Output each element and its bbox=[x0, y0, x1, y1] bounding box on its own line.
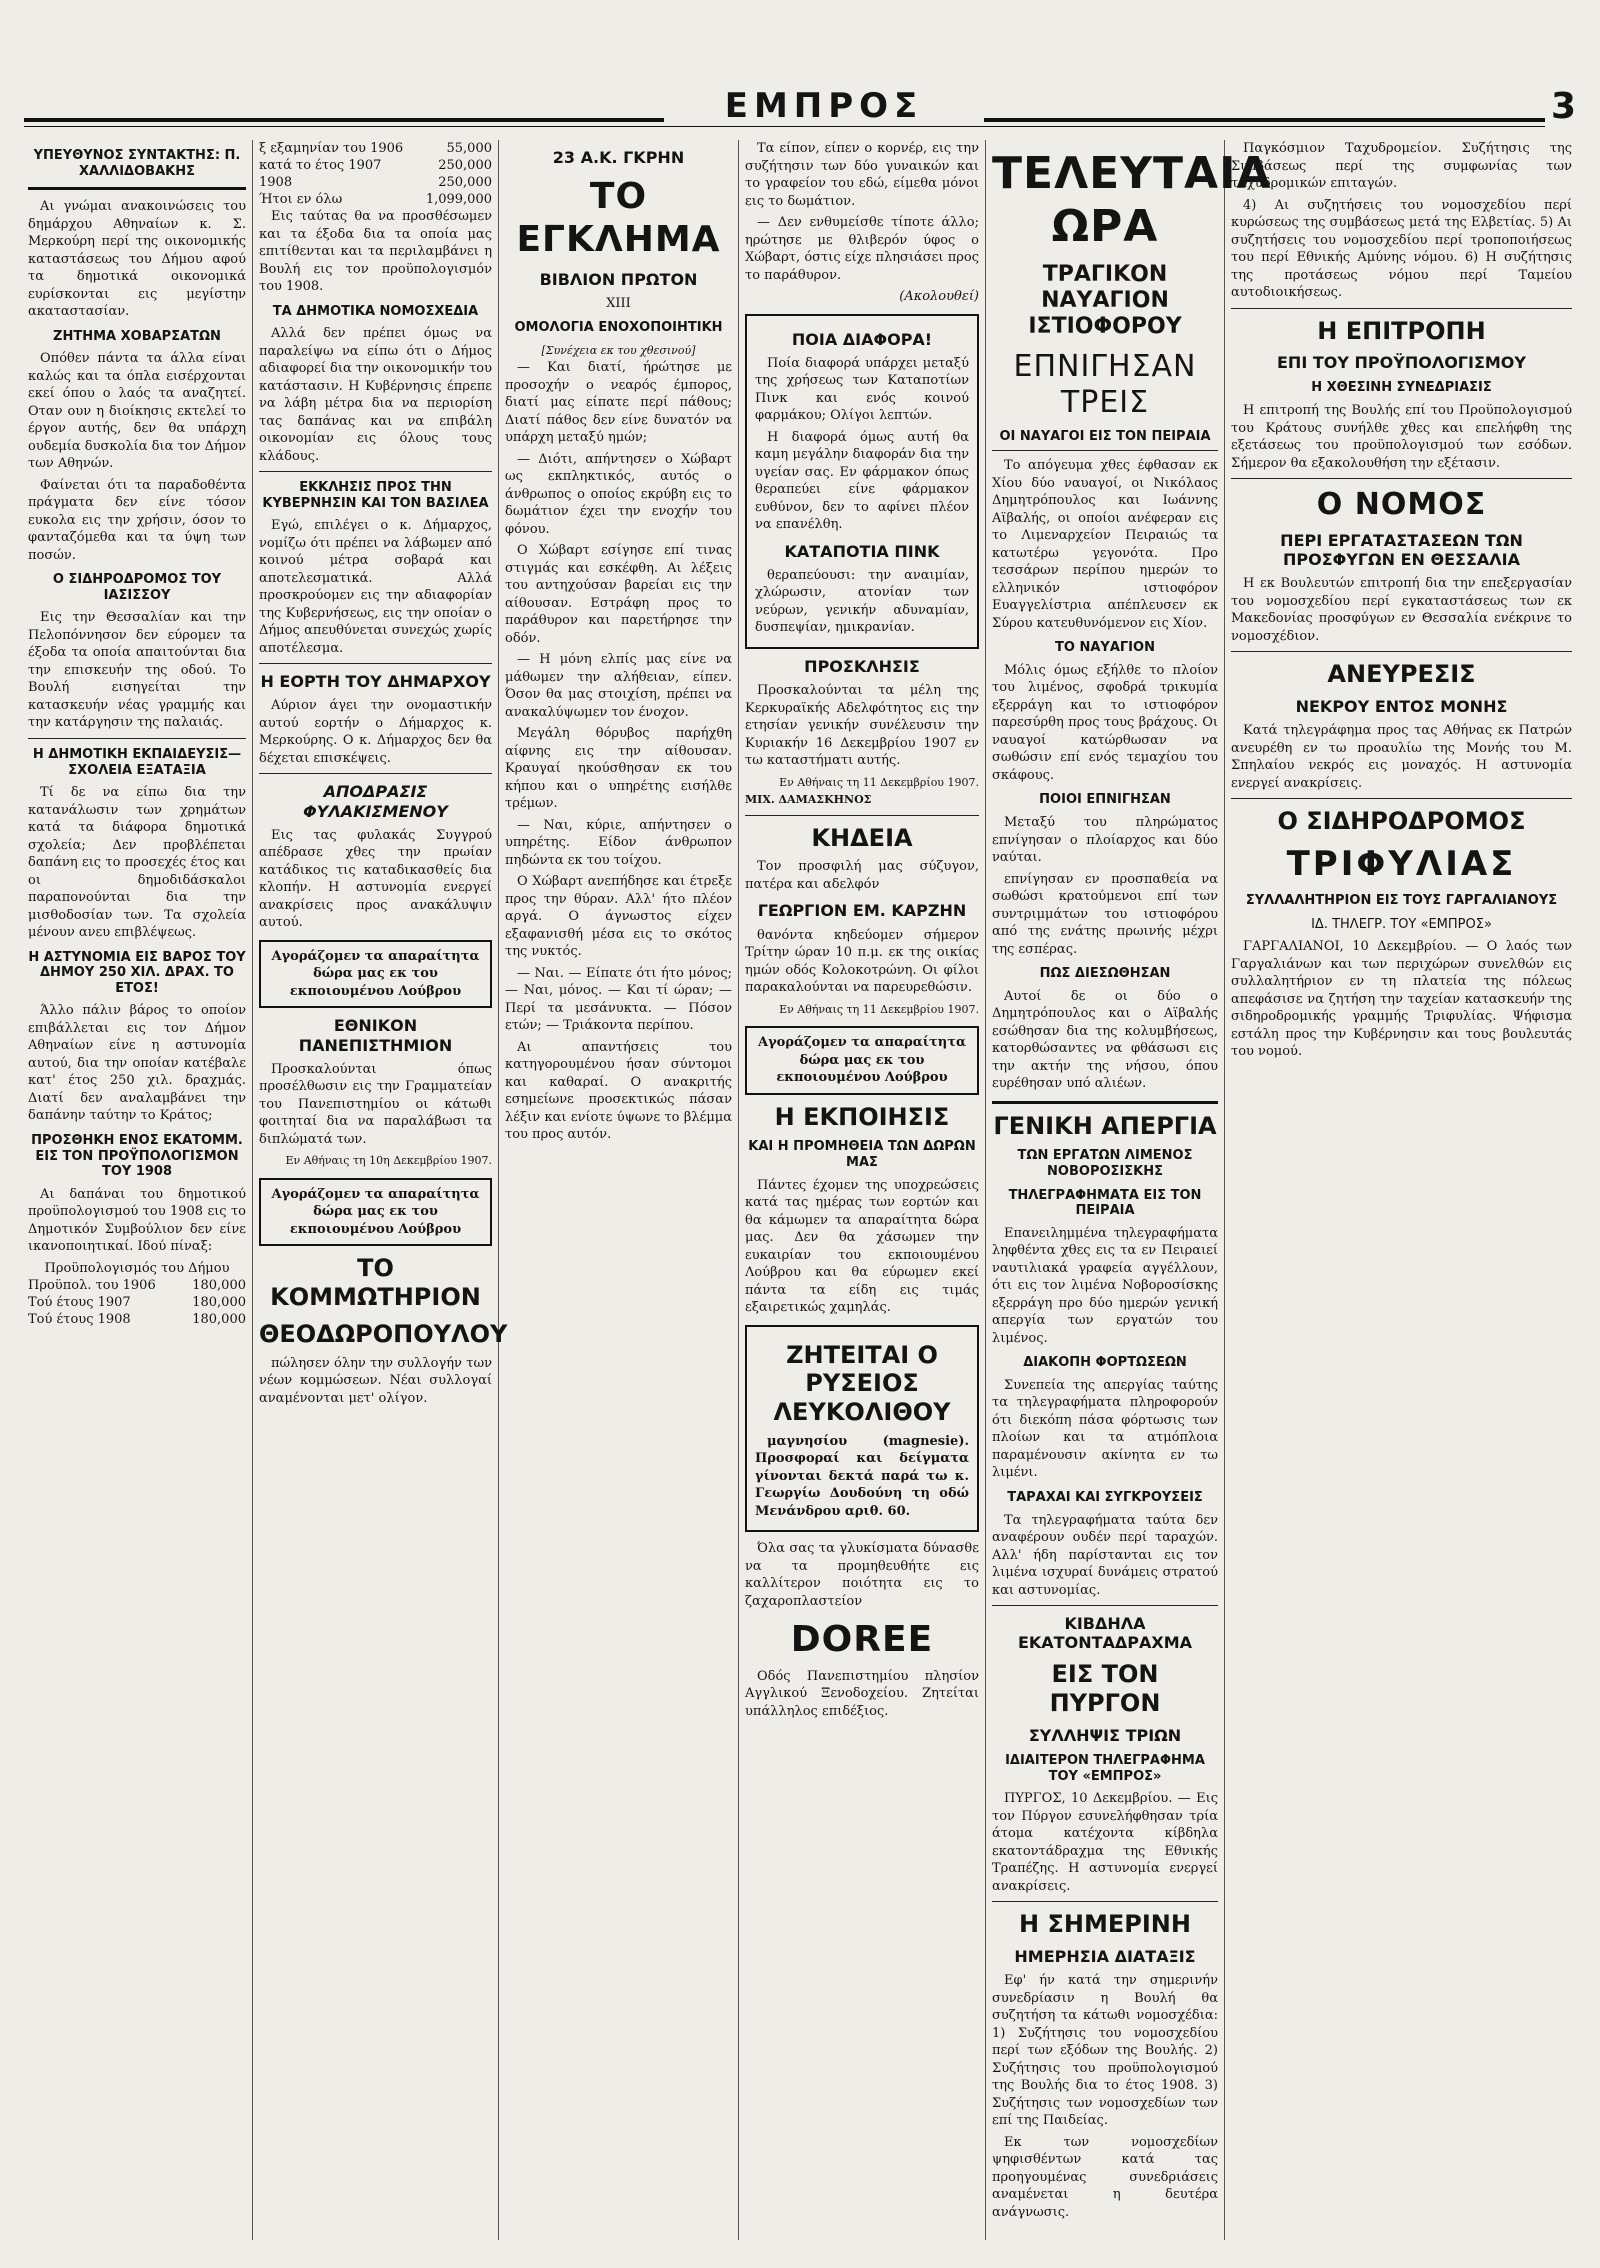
table-row: Προϋπολ. του 1906 180,000 bbox=[28, 1278, 246, 1294]
section-heading: ΔΙΑΚΟΠΗ ΦΟΡΤΩΣΕΩΝ bbox=[1023, 1355, 1187, 1371]
headline-sub: ΣΥΛΛΑΛΗΤΗΡΙΟΝ ΕΙΣ ΤΟΥΣ ΓΑΡΓΑΛΙΑΝΟΥΣ bbox=[1245, 893, 1558, 909]
article-text: 4) Αι συζητήσεις του νομοσχεδίου περί κυρώσεως της συμβάσεως μετά της Ελβετίας. 5) Αι συζητήσεις του νομοσχεδίου περί τροποποιήσεως του περί Εθνικής Αμύνης νόμου. 6) Η συζήτησις της προτάσεως νόμου περί Ταμείου αυτοδιοικήσεως. bbox=[1231, 197, 1572, 300]
section-heading: ΕΘΝΙΚΟΝ ΠΑΝΕΠΙΣΤΗΜΙΟΝ bbox=[298, 1016, 453, 1055]
ad-text: Η διαφορά όμως αυτή θα καμη μεγάλην διαφοράν δια την υγείαν σας. Εν φάρμακον όπως θεραπεύει είνε φάρμακον ευθύνον, δεν το αφίνει πλέον να επανέλθη. bbox=[755, 429, 969, 533]
headline: ΚΙΒΔΗΛΑ ΕΚΑΤΟΝΤΑΔΡΑΧΜΑ bbox=[1017, 1614, 1193, 1653]
ad-heading: ΖΗΤΕΙΤΑΙ Ο ΡΥΣΕΙΟΣ ΛΕΥΚΟΛΙΘΟΥ bbox=[773, 1340, 951, 1427]
article-text: Τα είπον, είπεν ο κορνέρ, εις την συζήτησιν των δύο γυναικών και το γραφείον του εδώ, είμεθα μόνοι εις το δωμάτιον. bbox=[745, 141, 979, 209]
article-text: Τί δε να είπω δια την κατανάλωσιν των χρημάτων κατά τα διάφορα δημοτικά σχολεία; Δεν προβλέπεται δαπάνη εις το προσεχές έτος και οι δημοδιδάσκαλοι παραπονούνται δια την μισθοδοσίαν των. Τα σχολεία μένουν ανευ επιβλέψεως. bbox=[28, 785, 246, 941]
section-heading: ΚΗΔΕΙΑ bbox=[811, 823, 913, 852]
ad-text: Ποία διαφορά υπάρχει μεταξύ της χρήσεως των Καταποτίων Πινκ και ενός κοινού φαρμάκου; Ολίγοι λεπτών. bbox=[755, 355, 969, 424]
article-text: Συνεπεία της απεργίας ταύτης τα τηλεγραφήματα πληροφορούν ότι διεκόπη πάσα φόρτωσις των πλοίων και τα ατμόπλοια παραμένουσιν ακίνητα εν τω λιμένι. bbox=[992, 1377, 1218, 1481]
section-heading: ΤΟ ΝΑΥΑΓΙΟΝ bbox=[1055, 640, 1155, 656]
article-text: ΓΑΡΓΑΛΙΑΝΟΙ, 10 Δεκεμβρίου. — Ο λαός των Γαργαλιάνων και των περιχώρων συνελθών εις συλλαλητήριον εν τη πλατεία της πόλεως απεφάσισε να ζητήση την ταχείαν κατασκευήν της σιδηροδρομικής γραμμής Τριφυλίας. Ψήφισμα εστάλη προς την Κυβέρνησιν και τους βουλευτάς του νομού. bbox=[1231, 939, 1572, 1060]
headline-2: ΤΡΑΓΙΚΟΝ ΝΑΥΑΓΙΟΝ ΙΣΤΙΟΦΟΡΟΥ bbox=[1028, 261, 1182, 340]
section-heading: Η ΕΟΡΤΗ ΤΟΥ ΔΗΜΑΡΧΟΥ bbox=[260, 672, 491, 692]
column-divider bbox=[252, 140, 253, 2240]
signature: ΜΙΧ. ΔΑΜΑΣΚΗΝΟΣ bbox=[745, 793, 872, 807]
article-text: Αύριον άγει την ονομαστικήν αυτού εορτήν ο Δήμαρχος κ. Μερκούρης. Ο κ. Δήμαρχος δεν θα δέχεται επισκέψεις. bbox=[259, 698, 492, 766]
headline: Η ΕΠΙΤΡΟΠΗ bbox=[1317, 316, 1486, 345]
ad-subheading: ΚΑΤΑΠΟΤΙΑ ΠΙΝΚ bbox=[784, 541, 940, 561]
headline-sub: ΤΩΝ ΕΡΓΑΤΩΝ ΛΙΜΕΝΟΣ ΝΟΒΟΡΟΣΙΣΚΗΣ bbox=[1017, 1148, 1193, 1180]
table-row: κατά το έτος 1907 250,000 bbox=[259, 158, 492, 173]
column-1 bbox=[24, 140, 250, 2240]
headline: Η ΣΗΜΕΡΙΝΗ bbox=[1019, 1910, 1191, 1939]
article-text: Εκ των νομοσχεδίων ψηφισθέντων κατά τας προηγουμένας συνεδριάσεις αναμένεται η δευτέρα ανάγνωσις. bbox=[992, 2134, 1218, 2220]
section-heading: Η ΕΚΠΟΙΗΣΙΣ bbox=[774, 1102, 950, 1131]
column-6 bbox=[1227, 140, 1576, 2240]
headline: Ο ΣΙΔΗΡΟΔΡΟΜΟΣ bbox=[1277, 807, 1526, 836]
column-4 bbox=[741, 140, 983, 2240]
article-text: — Διότι, απήντησεν ο Χώβαρτ ως εκπληκτικός, αυτός ο άνθρωπος ο οποίος εκρύβη εις το δωμάτιον έχει την ενοχήν του φόνου. bbox=[505, 451, 732, 537]
column-divider bbox=[738, 140, 739, 2240]
column-5 bbox=[988, 140, 1272, 2240]
advertisement-pink-pills bbox=[745, 314, 979, 649]
article-text: Τα τηλεγραφήματα ταύτα δεν αναφέρουν ουδέν περί ταραχών. Αλλ' ήδη παρίστανται εις τον λιμένα ισχυραί δυνάμεις στρατού και αστυνομίας. bbox=[992, 1512, 1218, 1598]
article-text: Οδός Πανεπιστημίου πλησίον Αγγλικού Ξενοδοχείου. Ζητείται υπάλληλος επιδέξιος. bbox=[745, 1668, 979, 1719]
table-row: ξ εξαμηνίαν του 1906 55,000 bbox=[259, 141, 492, 156]
article-text: Φαίνεται ότι τα παραδοθέντα πράγματα δεν είνε τόσον ευκολα εις την χρήσιν, όσον το φανταζόμεθα και τα ύψη των ποσών. bbox=[28, 477, 246, 563]
article-text: Το απόγευμα χθες έφθασαν εκ Χίου δύο ναυαγοί, οι Νικόλαος Δημητρόπουλος και Ιωάννης Αϊβαλής, οι οποίοι ανέφεραν εις το Λιμεναρχείον Πειραιώς τα κατωτέρω γεγονότα. Προ τεσσάρων περίπου ημερών το ελληνικόν ιστιοφόρον Ευαγγελίστρια απέπλευσεν εκ Σύρου κατευθυνόμενον εις Χίον. bbox=[992, 458, 1218, 631]
headline-3: ΕΠΝΙΓΗΣΑΝ ΤΡΕΙΣ bbox=[1013, 348, 1197, 420]
section-heading: ΕΚΚΛΗΣΙΣ ΠΡΟΣ ΤΗΝ ΚΥΒΕΡΝΗΣΙΝ ΚΑΙ ΤΟΝ ΒΑΣΙΛΕΑ bbox=[262, 480, 489, 511]
article-text: Εις την Θεσσαλίαν και την Πελοπόννησον δεν εύρομεν τα έξοδα τα οποία απαιτούνται δια την επισκευήν της οδού. Το Βουλή εισηγείται την κατασκευήν νέας γραμμής και την κατάργησιν της παλαιάς. bbox=[28, 610, 246, 731]
article-text: — Ναι, κύριε, απήντησεν ο υπηρέτης. Είδον άνθρωπον πηδώντα εκ του τοίχου. bbox=[505, 817, 732, 868]
ad-heading: ΠΟΙΑ ΔΙΑΦΟΡΑ! bbox=[791, 329, 933, 349]
article-text: — Δεν ενθυμείσθε τίποτε άλλο; ηρώτησε με θλιβερόν ύφος ο Χώβαρτ, όστις είχε πλησιάσει προς το παράθυρον. bbox=[745, 215, 979, 283]
column-divider bbox=[985, 140, 986, 2240]
section-heading: Η ΑΣΤΥΝΟΜΙΑ ΕΙΣ ΒΑΡΟΣ ΤΟΥ ΔΗΜΟΥ 250 ΧΙΛ. ΔΡΑΧ. ΤΟ ΕΤΟΣ! bbox=[28, 949, 246, 996]
section-heading: ΖΗΤΗΜΑ ΧΟΒΑΡΣΑΤΩΝ bbox=[53, 328, 221, 344]
headline-sub: ΙΔΙΑΙΤΕΡΟΝ ΤΗΛΕΓΡΑΦΗΜΑ ΤΟΥ «ΕΜΠΡΟΣ» bbox=[1005, 1753, 1205, 1784]
advertisement: Αγοράζομεν τα απαραίτητα δώρα μας εκ του εκποιουμένου Λούβρου bbox=[259, 940, 492, 1009]
to-be-continued: (Ακολουθεί) bbox=[899, 289, 979, 304]
headline: ΤΡΙΦΥΛΙΑΣ bbox=[1286, 844, 1517, 885]
headline: ΑΝΕΥΡΕΣΙΣ bbox=[1327, 660, 1476, 689]
headline-sub: Η ΧΘΕΣΙΝΗ ΣΥΝΕΔΡΙΑΣΙΣ bbox=[1311, 380, 1492, 396]
article-text: Ο Χώβαρτ ανεπήδησε και έτρεξε προς την θύραν. Αλλ' ήτο πλέον αργά. Ο άγνωστος είχεν εξαφανισθή μέσα εις το σκότος της νυκτός. bbox=[505, 874, 732, 960]
article-text: Επανειλημμένα τηλεγραφήματα ληφθέντα χθες εις τα εν Πειραιεί ναυτιλιακά γραφεία αγγέλλουν, ότι εις τον λιμένα Νοβοροσίσκης εξερράγη προ δύο ημερών γενική απεργία των εργατών του λιμένος. bbox=[992, 1225, 1218, 1346]
table-row: 1908 250,000 bbox=[259, 175, 492, 190]
serial-title: ΤΟ ΕΓΚΛΗΜΑ bbox=[516, 176, 721, 261]
chapter-title: ΟΜΟΛΟΓΙΑ ΕΝΟΧΟΠΟΙΗΤΙΚΗ bbox=[514, 320, 723, 336]
table-row: Τού έτους 1908 180,000 bbox=[28, 1312, 246, 1328]
table-row: Ήτοι εν όλω 1,099,000 bbox=[259, 192, 492, 207]
article-text: Μόλις όμως εξήλθε το πλοίον του λιμένος, σφοδρά τρικυμία εξερράγη και το ιστιοφόρον παρεσύρθη προς τους βράχους. Οι ναυαγοί κατώρθωσαν να σωθώσιν επί ενός τεμαχίου του σκάφους. bbox=[992, 662, 1218, 783]
article-text: Προσκαλούνται όπως προσέλθωσιν εις την Γραμματείαν του Πανεπιστημίου οι κάτωθι φοιτηταί δια να παραλάβωσι τα διπλώματά των. bbox=[259, 1061, 492, 1147]
article-text: Εις τας φυλακάς Συγγρού απέδρασε χθες την πρωίαν κατάδικος τις καταδικασθείς δια κλοπήν. Η αστυνομία ενεργεί ανακρίσεις προς ανακάλυψιν αυτού. bbox=[259, 827, 492, 931]
section-heading: ΤΑΡΑΧΑΙ ΚΑΙ ΣΥΓΚΡΟΥΣΕΙΣ bbox=[1007, 1489, 1203, 1505]
article-text: Η εκ Βουλευτών επιτροπή δια την επεξεργασίαν του νομοσχεδίου περί εγκαταστάσεως των εκ Μακεδονίας προσφύγων εν Θεσσαλία ενέκρινε το νομοσχέδιον. bbox=[1231, 576, 1572, 644]
article-text: Οπόθεν πάντα τα άλλα είναι καλώς και τα όπλα εισέρχονται εκεί όπου ο λαός τα αναζητεί. Οταν ουν η διοίκησις εκτελεί το έργον αυτής, δεν θα υπάρχη ουδεμία δυσκολία δια τον Δήμον των Αθηνών. bbox=[28, 351, 246, 472]
advertisement: Αγοράζομεν τα απαραίτητα δώρα μας εκ του εκποιουμένου Λούβρου bbox=[745, 1026, 979, 1095]
article-text: Εις ταύτας θα να προσθέσωμεν και τα έξοδα δια τα οποία μας επιτίθενται και τα περιλαμβάνει η Βουλή εις τον προϋπολογισμόν του 1908. bbox=[259, 209, 492, 294]
section-heading: ΘΕΟΔΩΡΟΠΟΥΛΟΥ bbox=[259, 1319, 508, 1348]
article-text: — Ναι. — Είπατε ότι ήτο μόνος; — Ναι, μόνος. — Και τί ώραν; — Περί τα μεσάνυκτα. — Πόσον ετών; — Τριάκοντα περίπου. bbox=[505, 965, 732, 1034]
article-text: Τον προσφιλή μας σύζυγον, πατέρα και αδελφόν bbox=[745, 859, 979, 892]
article-text: Αι δαπάναι του δημοτικού προϋπολογισμού του 1908 εις το Δημοτικόν Συμβούλιον δεν είνε ικανοποιητικαί. Ιδού πίναξ: bbox=[28, 1186, 246, 1255]
article-text: θανόντα κηδεύομεν σήμερον Τρίτην ώραν 10 π.μ. εκ της οικίας ημών οδός Κολοκοτρώνη. Οι φίλοι παρακαλούνται να παρευρεθώσιν. bbox=[745, 927, 979, 996]
headline-sub: ΠΕΡΙ ΕΡΓΑΤΑΣΤΑΣΕΩΝ ΤΩΝ ΠΡΟΣΦΥΓΩΝ ΕΝ ΘΕΣΣΑΛΙΑ bbox=[1280, 531, 1523, 570]
headline: ΣΥΛΛΗΨΙΣ ΤΡΙΩΝ bbox=[1028, 1725, 1182, 1745]
headline: ΗΜΕΡΗΣΙΑ ΔΙΑΤΑΞΙΣ bbox=[1014, 1947, 1196, 1967]
headline-sub: ΤΗΛΕΓΡΑΦΗΜΑΤΑ ΕΙΣ ΤΟΝ ΠΕΙΡΑΙΑ bbox=[1008, 1187, 1202, 1219]
section-heading: ΤΑ ΔΗΜΟΤΙΚΑ ΝΟΜΟΣΧΕΔΙΑ bbox=[272, 303, 479, 319]
headline: ΕΙΣ ΤΟΝ ΠΥΡΓΟΝ bbox=[1049, 1660, 1161, 1718]
article-text: Αλλά δεν πρέπει όμως να παραλείψω να είπω ότι ο Δήμος αδιαφορεί δια την οικονομικήν του κατάστασιν. Η Κυβέρνησις έπρεπε να λάβη μέτρα δια να περιορίση τας δαπάνας και να επιβάλη οικονομίαν εις όλους τους κλάδους. bbox=[259, 326, 492, 464]
article-text: επνίγησαν εν προσπαθεία να σωθώσι κρατούμενοι επί των συντριμμάτων του ιστιοφόρου από της ενάτης πρωινής μέχρι της εσπέρας. bbox=[992, 871, 1218, 957]
article-text: Αι απαντήσεις του κατηγορουμένου ήσαν σύντομοι και καθαραί. Ο ανακριτής εσημείωνε προσεκτικώς πάσαν λέξιν και ενίοτε ύψωνε το βλέμμα του προς αυτόν. bbox=[505, 1039, 732, 1143]
ad-text: μαγνησίου (magnesie). Προσφοραί και δείγματα γίνονται δεκτά παρά τω κ. Γεωργίω Δουδούνη τη οδώ Μενάνδρου αριθ. 60. bbox=[755, 1433, 969, 1519]
section-heading: Η ΔΗΜΟΤΙΚΗ ΕΚΠΑΙΔΕΥΣΙΣ—ΣΧΟΛΕΙΑ ΕΞΑΤΑΞΙΑ bbox=[32, 746, 242, 778]
article-text: Άλλο πάλιν βάρος το οποίον επιβάλλεται εις τον Δήμον Αθηναίων είνε η αστυνομία αυτού, δια την οποίαν κατέβαλε κατ' έτος 250 χιλ. δραχμάς. Διατί δεν αναλαμβάνει την δαπάνην ταύτην το Κράτος; bbox=[28, 1003, 246, 1124]
article-text: πώλησεν όλην την συλλογήν των νέων κομμώσεων. Νέαι συλλογαί αναμένονται μετ' ολίγον. bbox=[259, 1355, 492, 1406]
column-divider bbox=[1224, 140, 1225, 2240]
section-subheading: ΚΑΙ Η ΠΡΟΜΗΘΕΙΑ ΤΩΝ ΔΩΡΩΝ ΜΑΣ bbox=[748, 1139, 976, 1170]
article-text: Παγκόσμιον Ταχυδρομείον. Συζήτησις της Συμβάσεως περί της συμφωνίας των ταχυδρομικών επιταγών. bbox=[1231, 141, 1572, 191]
newspaper-title: ΕΜΠΡΟΣ bbox=[664, 86, 984, 126]
article-text: — Και διατί, ήρώτησε με προσοχήν ο νεαρός έμπορος, διατί μας είπατε περί πάθους; Διατί πάθος δεν είνε δυνατόν να υπάρχη μεταξύ ημών; bbox=[505, 360, 732, 446]
article-text: Η επιτροπή της Βουλής επί του Προϋπολογισμού του Κράτους συνήλθε χθες και επελήφθη της εξετάσεως του προϋπολογισμού των εσόδων. Σήμερον θα εξακολουθήση την εξέτασιν. bbox=[1231, 403, 1572, 471]
article-text: ΠΥΡΓΟΣ, 10 Δεκεμβρίου. — Εις τον Πύργον εσυνελήφθησαν τρία άτομα κατέχοντα κίβδηλα εκατοντάδραχμα της Εθνικής Τραπέζης. Η αστυνομία ενεργεί ανακρίσεις. bbox=[992, 1791, 1218, 1894]
article-text: Κατά τηλεγράφημα προς τας Αθήνας εκ Πατρών ανευρέθη εν τω προαυλίω της Μονής του Μ. Σπηλαίου νεκρός εις μοναχός. Η αστυνομία ενεργεί ανακρίσεις. bbox=[1231, 723, 1572, 791]
section-heading: ΠΟΙΟΙ ΕΠΝΙΓΗΣΑΝ bbox=[1039, 792, 1171, 808]
article-text: Μεταξύ του πληρώματος επνίγησαν ο πλοίαρχος και δύο ναύται. bbox=[992, 815, 1218, 866]
ad-text: θεραπεύουσι: την αναιμίαν, χλώρωσιν, ατονίαν των νεύρων, γενικήν αδυναμίαν, δυσπεψίαν, ημικρανίαν. bbox=[755, 567, 969, 636]
headline: ΓΕΝΙΚΗ ΑΠΕΡΓΙΑ bbox=[993, 1111, 1217, 1140]
date-line: Εν Αθήναις τη 10η Δεκεμβρίου 1907. bbox=[285, 1154, 492, 1168]
advertisement-magnesite bbox=[745, 1325, 979, 1533]
article-text: Εγώ, επιλέγει ο κ. Δήμαρχος, νομίζω ότι πρέπει να λάβωμεν από κοινού μέτρα σοβαρά και αποτελεσματικά. Αλλά προσκρούομεν εις την αδιαφορίαν της Κυβερνήσεως, εις την οποίαν ο Δήμος απευθύνεται συνεχώς χωρίς αποτέλεσμα. bbox=[259, 518, 492, 656]
section-heading: ΠΩΣ ΔΙΕΣΩΘΗΣΑΝ bbox=[1039, 966, 1171, 982]
advertisement: Αγοράζομεν τα απαραίτητα δώρα μας εκ του εκποιουμένου Λούβρου bbox=[259, 1178, 492, 1247]
chapter-number: XIII bbox=[606, 295, 631, 311]
date-line: Εν Αθήναις τη 11 Δεκεμβρίου 1907. bbox=[779, 775, 979, 789]
article-text: — Η μόνη ελπίς μας είνε να μάθωμεν την αλήθειαν, είπεν. Όσον θα μας στοιχίση, πρέπει να ανακαλύψωμεν τον ένοχον. bbox=[505, 652, 732, 720]
editor-line: ΥΠΕΥΘΥΝΟΣ ΣΥΝΤΑΚΤΗΣ: Π. ΧΑΛΛΙΔΟΒΑΚΗΣ bbox=[33, 148, 241, 179]
headline: Ο ΝΟΜΟΣ bbox=[1316, 487, 1487, 523]
article-text: Προσκαλούνται τα μέλη της Κερκυραϊκής Αδελφότητος εις την ετησίαν γενικήν συνέλευσιν την Κυριακήν 16 Δεκεμβρίου 1907 εν τω καταστήματι αυτής. bbox=[745, 683, 979, 769]
article-text: Μεγάλη θόρυβος παρήχθη αίφνης εις την αίθουσαν. Κραυγαί ηκούσθησαν εκ του κήπου και ο υπηρέτης εισήλθε τρέμων. bbox=[505, 726, 732, 812]
page-number: 3 bbox=[1545, 86, 1576, 127]
serial-number: 23 Α.Κ. ΓΚΡΗΝ bbox=[552, 148, 685, 167]
section-heading: ΑΠΟΔΡΑΣΙΣ ΦΥΛΑΚΙΣΜΕΝΟΥ bbox=[303, 782, 448, 821]
deceased-name: ΓΕΩΡΓΙΟΝ ΕΜ. ΚΑΡΖΗΝ bbox=[757, 901, 967, 921]
article-text: Όλα σας τα γλυκίσματα δύνασθε να τα προμηθευθήτε εις καλλίτερον ποιότητα εις το ζαχαροπλαστείον bbox=[745, 1541, 979, 1609]
masthead bbox=[24, 86, 1576, 128]
serial-subtitle: ΒΙΒΛΙΟΝ ΠΡΩΤΟΝ bbox=[539, 269, 698, 289]
article-text: Ο Χώβαρτ εσίγησε επί τινας στιγμάς και εσκέφθη. Αι λέξεις του αντηχούσαν βαρείαι εις την αίθουσαν. Εστράφη προς το παράθυρον και παρετήρησε την οδόν. bbox=[505, 543, 732, 646]
table-row: Τού έτους 1907 180,000 bbox=[28, 1295, 246, 1311]
column-divider bbox=[498, 140, 499, 2240]
headline-4: ΟΙ ΝΑΥΑΓΟΙ ΕΙΣ ΤΟΝ ΠΕΙΡΑΙΑ bbox=[999, 428, 1211, 444]
brand-name: DOREE bbox=[790, 1619, 934, 1661]
table-title: Προϋπολογισμός του Δήμου bbox=[44, 1260, 230, 1276]
column-3 bbox=[501, 140, 736, 2240]
column-2 bbox=[255, 140, 508, 2240]
article-text: Αυτοί δε οι δύο ο Δημητρόπουλος και ο Αϊβαλής εσώθησαν δια της κολυμβήσεως, κατορθώσαντες να φθάσωσι εις την ακτήν της νήσου, όπου ευρέθησαν υπό αλιέων. bbox=[992, 988, 1218, 1092]
section-heading: ΠΡΟΣΚΛΗΣΙΣ bbox=[804, 656, 920, 676]
section-heading: Ο ΣΙΔΗΡΟΔΡΟΜΟΣ ΤΟΥ ΙΑΣΙΣΣΟΥ bbox=[52, 572, 222, 603]
section-heading: ΤΟ ΚΟΜΜΩΤΗΡΙΟΝ bbox=[270, 1254, 481, 1312]
main-headline: ΤΕΛΕΥΤΑΙΑ ΩΡΑ bbox=[992, 148, 1272, 252]
headline: ΕΠΙ ΤΟΥ ΠΡΟΫΠΟΛΟΓΙΣΜΟΥ bbox=[1277, 353, 1526, 373]
article-text: Πάντες έχομεν της υποχρεώσεις κατά τας ημέρας των εορτών και θα κάμωμεν τα απαραίτητα δώρα μας. Δεν θα χάσωμεν την ευκαιρίαν του εκποιουμένου Λούβρου και θα εύρωμεν εκεί πάντα τα είδη εις τιμάς εξαιρετικώς χαμηλάς. bbox=[745, 1177, 979, 1316]
headline-sub: ΝΕΚΡΟΥ ΕΝΤΟΣ ΜΟΝΗΣ bbox=[1295, 697, 1508, 717]
article-text: Αι γνώμαι ανακοινώσεις του δημάρχου Αθηναίων κ. Σ. Μερκούρη περί της οικονομικής καταστάσεως του Δήμου αφού τα δημοτικά οικονομικά ευρίσκονται εις μεγίστην ακαταστασίαν. bbox=[28, 199, 246, 320]
continuation-note: [Συνέχεια εκ του χθεσινού] bbox=[541, 343, 696, 357]
dateline-note: ΙΔ. ΤΗΛΕΓΡ. ΤΟΥ «ΕΜΠΡΟΣ» bbox=[1311, 916, 1492, 932]
article-text: Εφ' ήν κατά την σημερινήν συνεδρίασιν η Βουλή θα συζητήση τα κάτωθι νομοσχέδια: 1) Συζήτησις του νομοσχεδίου περί των εξόδων της Βουλής. 2) Συζήτησις του προϋπολογισμού της Βουλής δια το έτος 1908. 3) Συζήτησις των νομοσχεδίων των επί της Παιδείας. bbox=[992, 1973, 1218, 2129]
section-heading: ΠΡΟΣΘΗΚΗ ΕΝΟΣ ΕΚΑΤΟΜΜ. ΕΙΣ ΤΟΝ ΠΡΟΫΠΟΛΟΓΙΣΜΟΝ ΤΟΥ 1908 bbox=[31, 1132, 243, 1180]
date-line: Εν Αθήναις τη 11 Δεκεμβρίου 1907. bbox=[779, 1002, 979, 1016]
